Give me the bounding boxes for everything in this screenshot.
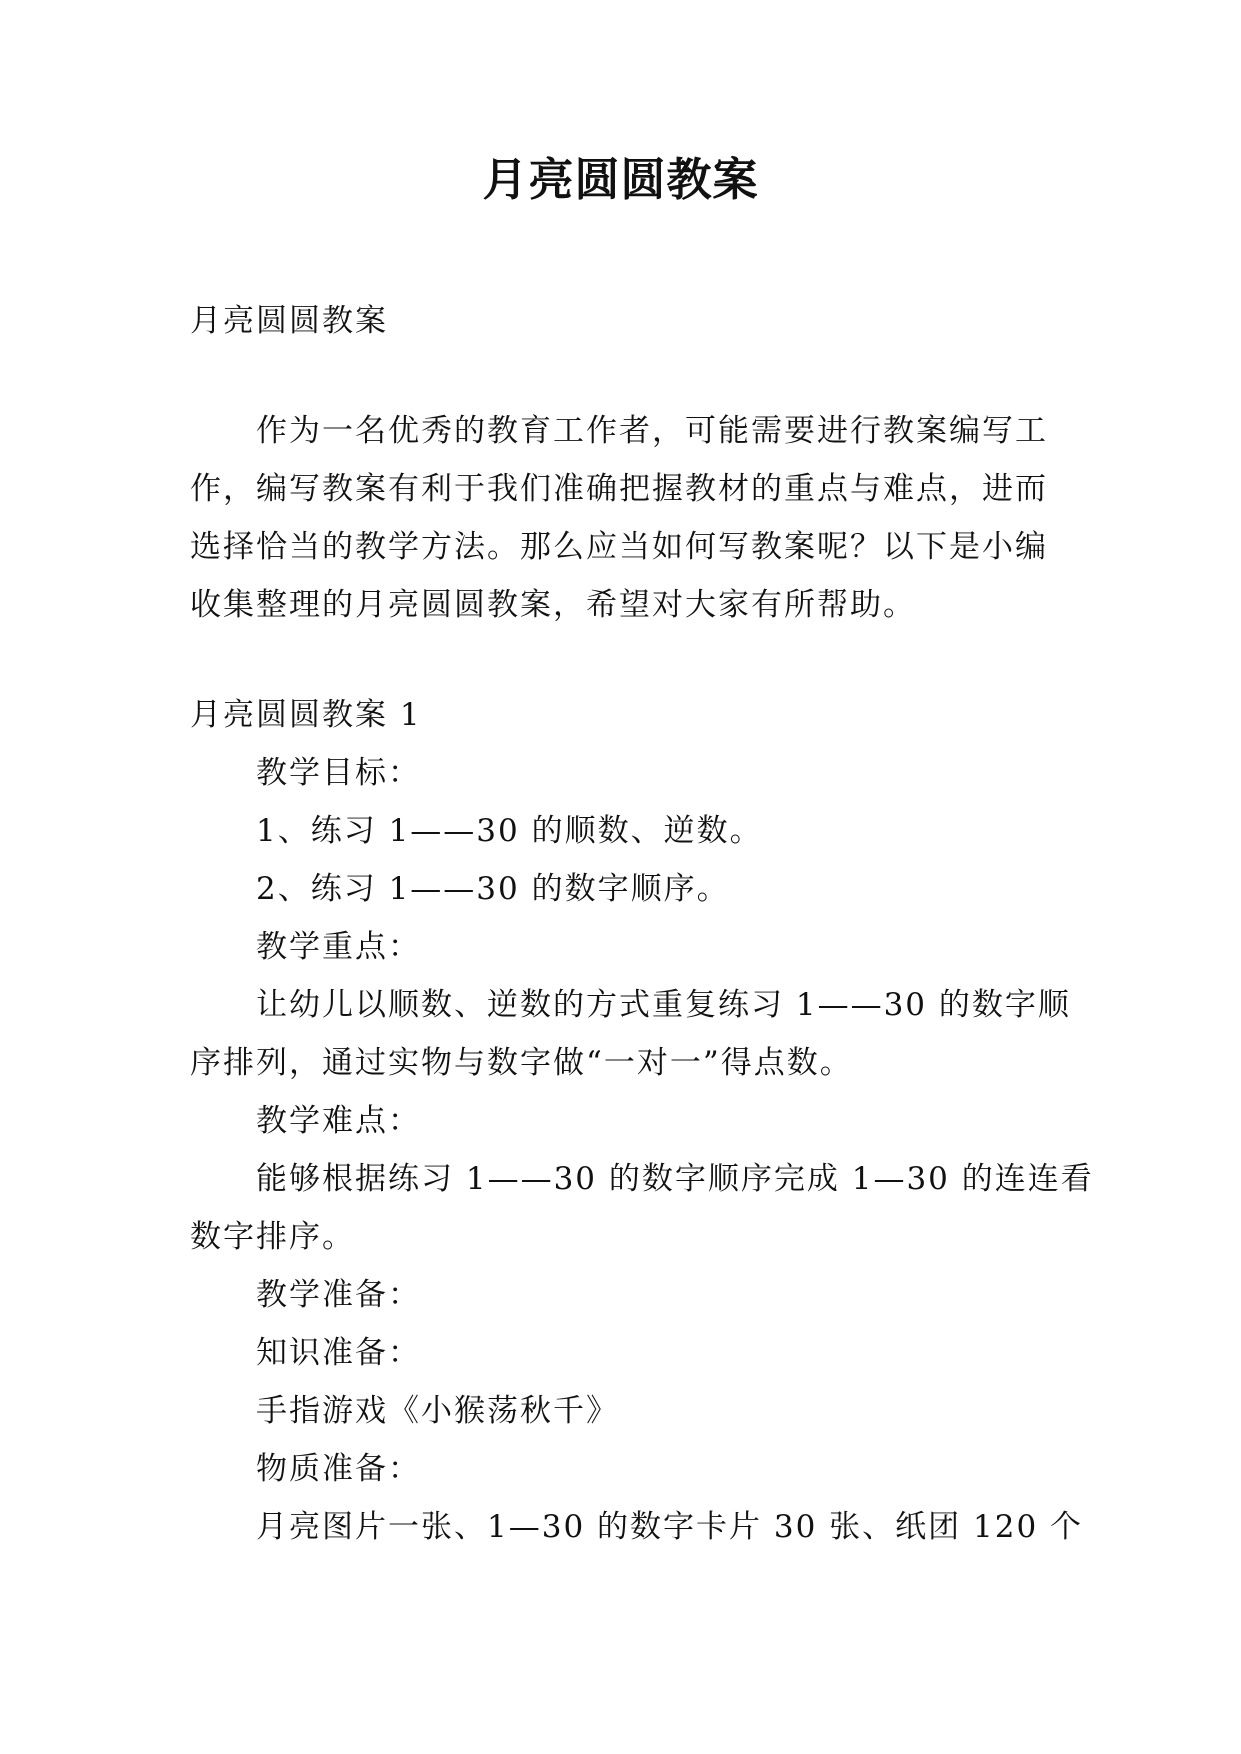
- focus-line-2: 序排列，通过实物与数字做“一对一”得点数。: [190, 1045, 853, 1081]
- difficulty-line-1: 能够根据练习 1——30 的数字顺序完成 1—30 的连连看: [256, 1161, 1094, 1197]
- teaching-focus-label: 教学重点：: [256, 929, 421, 965]
- intro-line-3: 选择恰当的教学方法。那么应当如何写教案呢？以下是小编: [190, 529, 1048, 565]
- material-list-line: 月亮图片一张、1—30 的数字卡片 30 张、纸团 120 个: [256, 1509, 1084, 1545]
- finger-game-line: 手指游戏《小猴荡秋千》: [256, 1393, 619, 1429]
- document-body: [190, 292, 1094, 1556]
- teaching-objectives-label: 教学目标：: [256, 755, 421, 791]
- material-preparation-label: 物质准备：: [256, 1451, 421, 1487]
- document-title: 月亮圆圆教案: [482, 153, 759, 206]
- knowledge-preparation-label: 知识准备：: [256, 1335, 421, 1371]
- teaching-difficulty-label: 教学难点：: [256, 1103, 421, 1139]
- intro-line-4: 收集整理的月亮圆圆教案，希望对大家有所帮助。: [190, 587, 916, 623]
- teaching-preparation-label: 教学准备：: [256, 1277, 421, 1313]
- section-heading: 月亮圆圆教案 1: [190, 697, 422, 733]
- objective-item-1: 1、练习 1——30 的顺数、逆数。: [256, 813, 763, 849]
- focus-line-1: 让幼儿以顺数、逆数的方式重复练习 1——30 的数字顺: [256, 987, 1071, 1023]
- objective-item-2: 2、练习 1——30 的数字顺序。: [256, 871, 730, 907]
- difficulty-line-2: 数字排序。: [190, 1219, 355, 1255]
- document-subtitle: 月亮圆圆教案: [190, 303, 388, 339]
- intro-line-1: 作为一名优秀的教育工作者，可能需要进行教案编写工: [256, 413, 1048, 449]
- intro-line-2: 作，编写教案有利于我们准确把握教材的重点与难点，进而: [190, 471, 1048, 507]
